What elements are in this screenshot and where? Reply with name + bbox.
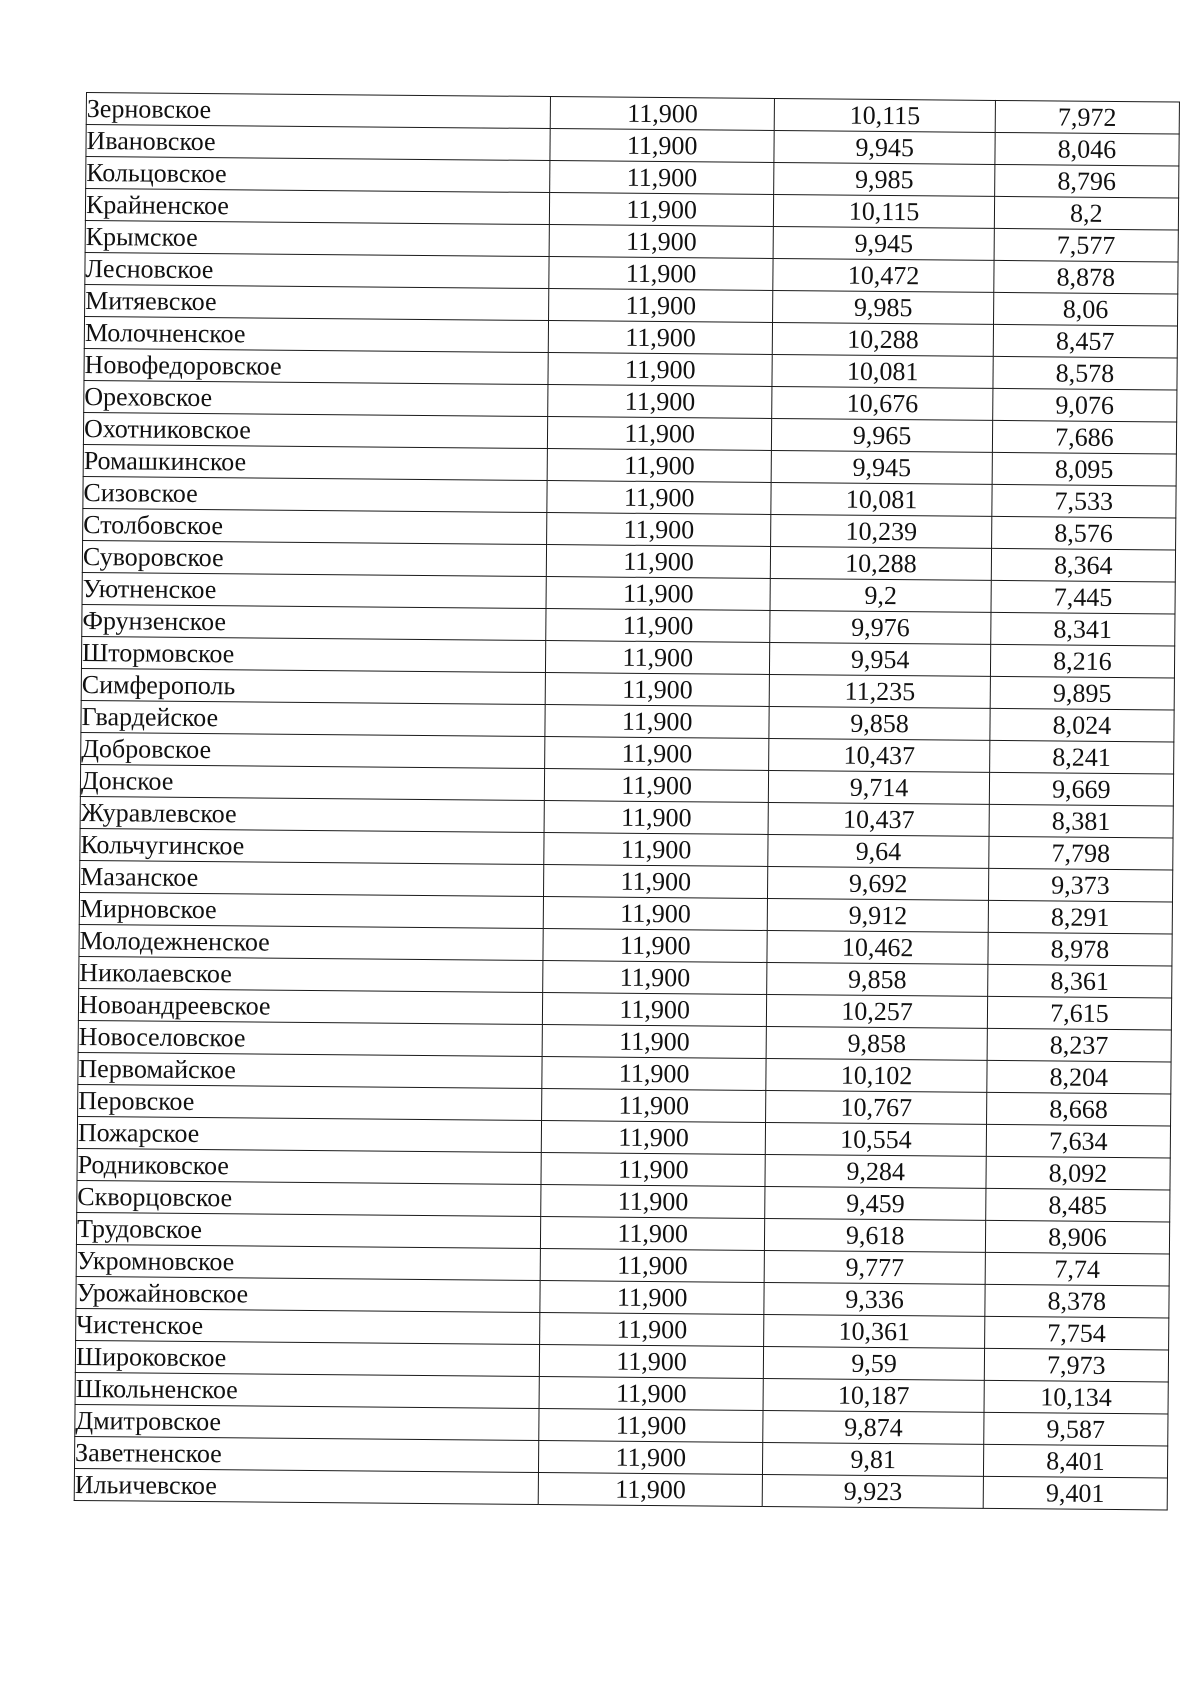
value-3-cell: 8,578 [993,356,1177,390]
value-2-cell: 10,257 [767,994,988,1028]
value-3-cell: 8,092 [986,1156,1170,1190]
value-2-cell: 9,945 [774,131,995,165]
value-3-cell: 7,577 [994,228,1178,262]
value-2-cell: 10,187 [763,1378,984,1412]
value-2-cell: 9,858 [766,1026,987,1060]
value-2-cell: 9,777 [765,1250,986,1284]
value-2-cell: 10,437 [768,802,989,836]
value-3-cell: 9,401 [983,1476,1167,1510]
value-2-cell: 10,676 [772,387,993,421]
settlement-name-cell: Трудовское [76,1212,540,1248]
settlement-name-cell: Столбовское [83,508,547,544]
value-1-cell: 11,900 [547,481,772,515]
value-1-cell: 11,900 [546,609,771,643]
value-1-cell: 11,900 [545,737,770,771]
settlement-name-cell: Сизовское [83,476,547,512]
value-2-cell: 9,954 [770,642,991,676]
value-1-cell: 11,900 [539,1377,764,1411]
value-3-cell: 8,06 [993,292,1177,326]
settlement-name-cell: Добровское [81,732,545,768]
value-2-cell: 9,858 [767,962,988,996]
value-1-cell: 11,900 [548,353,773,387]
value-1-cell: 11,900 [540,1217,765,1251]
value-3-cell: 9,669 [989,772,1173,806]
value-3-cell: 9,587 [984,1412,1168,1446]
value-3-cell: 7,74 [985,1252,1169,1286]
value-2-cell: 9,985 [774,163,995,197]
value-1-cell: 11,900 [547,513,772,547]
settlement-name-cell: Пожарское [77,1116,541,1152]
value-2-cell: 9,692 [768,866,989,900]
settlement-name-cell: Школьненское [75,1372,539,1408]
settlement-name-cell: Симферополь [81,668,545,704]
value-1-cell: 11,900 [541,1121,766,1155]
settlement-name-cell: Новоандреевское [78,988,542,1024]
value-1-cell: 11,900 [543,897,768,931]
value-1-cell: 11,900 [541,1185,766,1219]
settlement-name-cell: Заветненское [74,1436,538,1472]
settlement-name-cell: Крайненское [85,189,549,225]
settlement-name-cell: Суворовское [82,540,546,576]
value-2-cell: 10,361 [764,1314,985,1348]
settlement-name-cell: Ореховское [84,380,548,416]
value-3-cell: 9,076 [992,388,1176,422]
value-1-cell: 11,900 [543,865,768,899]
settlement-name-cell: Мазанское [80,860,544,896]
settlement-name-cell: Укромновское [76,1244,540,1280]
value-3-cell: 7,754 [984,1316,1168,1350]
value-3-cell: 8,204 [987,1060,1171,1094]
value-3-cell: 8,906 [985,1220,1169,1254]
table-body [74,93,1179,1510]
value-2-cell: 10,767 [766,1090,987,1124]
value-2-cell: 9,2 [770,578,991,612]
value-2-cell: 9,874 [763,1410,984,1444]
value-1-cell: 11,900 [541,1153,766,1187]
value-1-cell: 11,900 [550,161,775,195]
value-3-cell: 8,024 [990,708,1174,742]
value-3-cell: 8,361 [987,964,1171,998]
settlement-name-cell: Перовское [78,1084,542,1120]
value-1-cell: 11,900 [542,1089,767,1123]
value-2-cell: 9,459 [765,1186,986,1220]
value-3-cell: 8,878 [994,260,1178,294]
value-2-cell: 9,618 [765,1218,986,1252]
value-3-cell: 8,381 [989,804,1173,838]
value-1-cell: 11,900 [543,929,768,963]
settlement-name-cell: Кольцовское [86,157,550,193]
value-2-cell: 10,554 [766,1122,987,1156]
settlement-name-cell: Николаевское [79,956,543,992]
value-3-cell: 8,576 [991,516,1175,550]
value-1-cell: 11,900 [550,129,775,163]
value-3-cell: 8,401 [983,1444,1167,1478]
value-2-cell: 9,912 [768,898,989,932]
value-1-cell: 11,900 [548,321,773,355]
value-3-cell: 8,237 [987,1028,1171,1062]
value-1-cell: 11,900 [542,993,767,1027]
value-2-cell: 9,59 [764,1346,985,1380]
value-2-cell: 9,858 [769,706,990,740]
value-2-cell: 9,336 [764,1282,985,1316]
value-1-cell: 11,900 [542,1025,767,1059]
value-3-cell: 8,364 [991,548,1175,582]
value-3-cell: 8,796 [994,164,1178,198]
settlement-name-cell: Митяевское [85,284,549,320]
settlement-name-cell: Новофедоровское [84,348,548,384]
value-3-cell: 7,634 [986,1124,1170,1158]
settlement-name-cell: Широковское [75,1340,539,1376]
value-3-cell: 10,134 [984,1380,1168,1414]
value-2-cell: 10,081 [771,482,992,516]
value-3-cell: 9,373 [988,868,1172,902]
value-1-cell: 11,900 [549,257,774,291]
value-2-cell: 9,945 [772,450,993,484]
value-2-cell: 10,239 [771,514,992,548]
value-2-cell: 10,288 [771,546,992,580]
settlement-name-cell: Ивановское [86,125,550,161]
value-1-cell: 11,900 [545,673,770,707]
value-1-cell: 11,900 [543,961,768,995]
value-2-cell: 9,923 [763,1474,984,1508]
value-1-cell: 11,900 [547,417,772,451]
settlement-name-cell: Штормовское [81,636,545,672]
value-3-cell: 8,2 [994,196,1178,230]
value-1-cell: 11,900 [538,1473,763,1507]
data-table [74,92,1180,1510]
value-1-cell: 11,900 [544,801,769,835]
settlement-name-cell: Урожайновское [76,1276,540,1312]
settlement-name-cell: Уютненское [82,572,546,608]
settlement-name-cell: Молочненское [84,316,548,352]
value-2-cell: 9,64 [768,834,989,868]
value-1-cell: 11,900 [549,193,774,227]
settlement-name-cell: Родниковское [77,1148,541,1184]
value-3-cell: 8,291 [988,900,1172,934]
value-1-cell: 11,900 [542,1057,767,1091]
value-3-cell: 7,615 [987,996,1171,1030]
value-1-cell: 11,900 [548,385,773,419]
settlement-name-cell: Зерновское [86,93,550,129]
value-3-cell: 8,978 [988,932,1172,966]
settlement-name-cell: Скворцовское [77,1180,541,1216]
value-1-cell: 11,900 [548,289,773,323]
settlement-name-cell: Крымское [85,220,549,256]
value-2-cell: 10,115 [774,195,995,229]
value-2-cell: 11,235 [770,674,991,708]
value-1-cell: 11,900 [538,1441,763,1475]
value-2-cell: 10,115 [775,99,996,133]
settlement-name-cell: Донское [80,764,544,800]
value-2-cell: 9,985 [773,291,994,325]
value-1-cell: 11,900 [549,225,774,259]
value-3-cell: 8,457 [993,324,1177,358]
settlement-name-cell: Чистенское [76,1308,540,1344]
value-3-cell: 7,973 [984,1348,1168,1382]
value-1-cell: 11,900 [544,833,769,867]
value-3-cell: 9,895 [990,676,1174,710]
value-3-cell: 8,668 [986,1092,1170,1126]
value-2-cell: 10,472 [773,259,994,293]
value-1-cell: 11,900 [544,769,769,803]
settlement-name-cell: Дмитровское [75,1404,539,1440]
value-1-cell: 11,900 [545,705,770,739]
settlement-name-cell: Кольчугинское [80,828,544,864]
value-2-cell: 10,081 [772,355,993,389]
value-1-cell: 11,900 [539,1409,764,1443]
value-2-cell: 9,945 [773,227,994,261]
value-1-cell: 11,900 [540,1313,765,1347]
settlement-name-cell: Фрунзенское [82,604,546,640]
value-2-cell: 10,288 [773,323,994,357]
value-1-cell: 11,900 [539,1345,764,1379]
settlement-name-cell: Ильичевское [74,1468,538,1504]
value-2-cell: 9,976 [770,610,991,644]
value-2-cell: 9,714 [769,770,990,804]
value-1-cell: 11,900 [540,1281,765,1315]
value-2-cell: 10,462 [767,930,988,964]
table-sheet [74,92,1180,1510]
settlement-name-cell: Молодежненское [79,924,543,960]
value-3-cell: 7,533 [992,484,1176,518]
value-3-cell: 8,241 [989,740,1173,774]
settlement-name-cell: Ромашкинское [83,444,547,480]
value-1-cell: 11,900 [546,577,771,611]
value-3-cell: 8,046 [995,132,1179,166]
value-3-cell: 7,972 [995,100,1179,134]
value-3-cell: 8,216 [990,644,1174,678]
settlement-name-cell: Гвардейское [81,700,545,736]
value-1-cell: 11,900 [546,545,771,579]
settlement-name-cell: Лесновское [85,252,549,288]
value-2-cell: 9,965 [772,418,993,452]
value-3-cell: 7,686 [992,420,1176,454]
value-3-cell: 8,378 [985,1284,1169,1318]
value-3-cell: 7,798 [989,836,1173,870]
value-1-cell: 11,900 [545,641,770,675]
value-2-cell: 10,102 [766,1058,987,1092]
value-1-cell: 11,900 [540,1249,765,1283]
value-3-cell: 8,341 [991,612,1175,646]
value-2-cell: 10,437 [769,738,990,772]
settlement-name-cell: Мирновское [79,892,543,928]
value-1-cell: 11,900 [550,97,775,131]
settlement-name-cell: Первомайское [78,1052,542,1088]
value-3-cell: 8,485 [985,1188,1169,1222]
value-3-cell: 7,445 [991,580,1175,614]
settlement-name-cell: Охотниковское [83,412,547,448]
settlement-name-cell: Журавлевское [80,796,544,832]
value-2-cell: 9,81 [763,1442,984,1476]
settlement-name-cell: Новоселовское [78,1020,542,1056]
value-2-cell: 9,284 [765,1154,986,1188]
value-1-cell: 11,900 [547,449,772,483]
value-3-cell: 8,095 [992,452,1176,486]
